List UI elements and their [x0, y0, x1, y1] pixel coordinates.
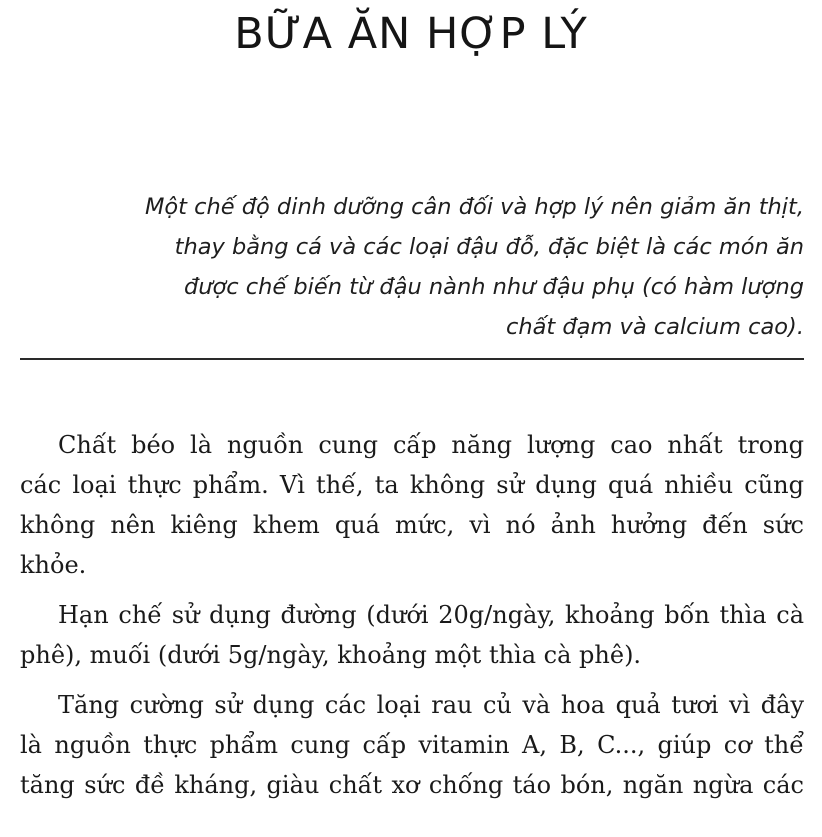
body-text: [20, 425, 804, 815]
paragraph-line: phê), muối (dưới 5g/ngày, khoảng một thìa cà phê).: [20, 641, 642, 669]
quote-line: Một chế độ dinh dưỡng cân đối và hợp lý nên giảm ăn thịt,: [144, 194, 804, 220]
paragraph-line: khỏe.: [20, 551, 87, 579]
paragraph-vegetables: [20, 685, 804, 805]
quote-line: được chế biến từ đậu nành như đậu phụ (có hàm lượng: [183, 274, 804, 300]
intro-quote: [20, 187, 804, 347]
section-divider: [20, 358, 804, 360]
paragraph-line: tăng sức đề kháng, giàu chất xơ chống táo bón, ngăn ngừa các: [20, 771, 804, 799]
quote-line: thay bằng cá và các loại đậu đỗ, đặc biệt là các món ăn: [174, 234, 804, 260]
paragraph-fats: [20, 425, 804, 585]
paragraph-line: Chất béo là nguồn cung cấp năng lượng cao nhất trong: [58, 431, 804, 459]
page-title: BỮA ĂN HỢP LÝ: [234, 9, 588, 59]
quote-line: chất đạm và calcium cao).: [505, 314, 804, 340]
paragraph-sugar-salt: [20, 595, 804, 675]
paragraph-line: không nên kiêng khem quá mức, vì nó ảnh hưởng đến sức: [20, 511, 804, 539]
paragraph-line: là nguồn thực phẩm cung cấp vitamin A, B, C..., giúp cơ thể: [20, 731, 804, 759]
paragraph-line: Hạn chế sử dụng đường (dưới 20g/ngày, khoảng bốn thìa cà: [58, 601, 804, 629]
paragraph-line: Tăng cường sử dụng các loại rau củ và hoa quả tươi vì đây: [58, 691, 804, 719]
paragraph-line: các loại thực phẩm. Vì thế, ta không sử dụng quá nhiều cũng: [20, 471, 804, 499]
